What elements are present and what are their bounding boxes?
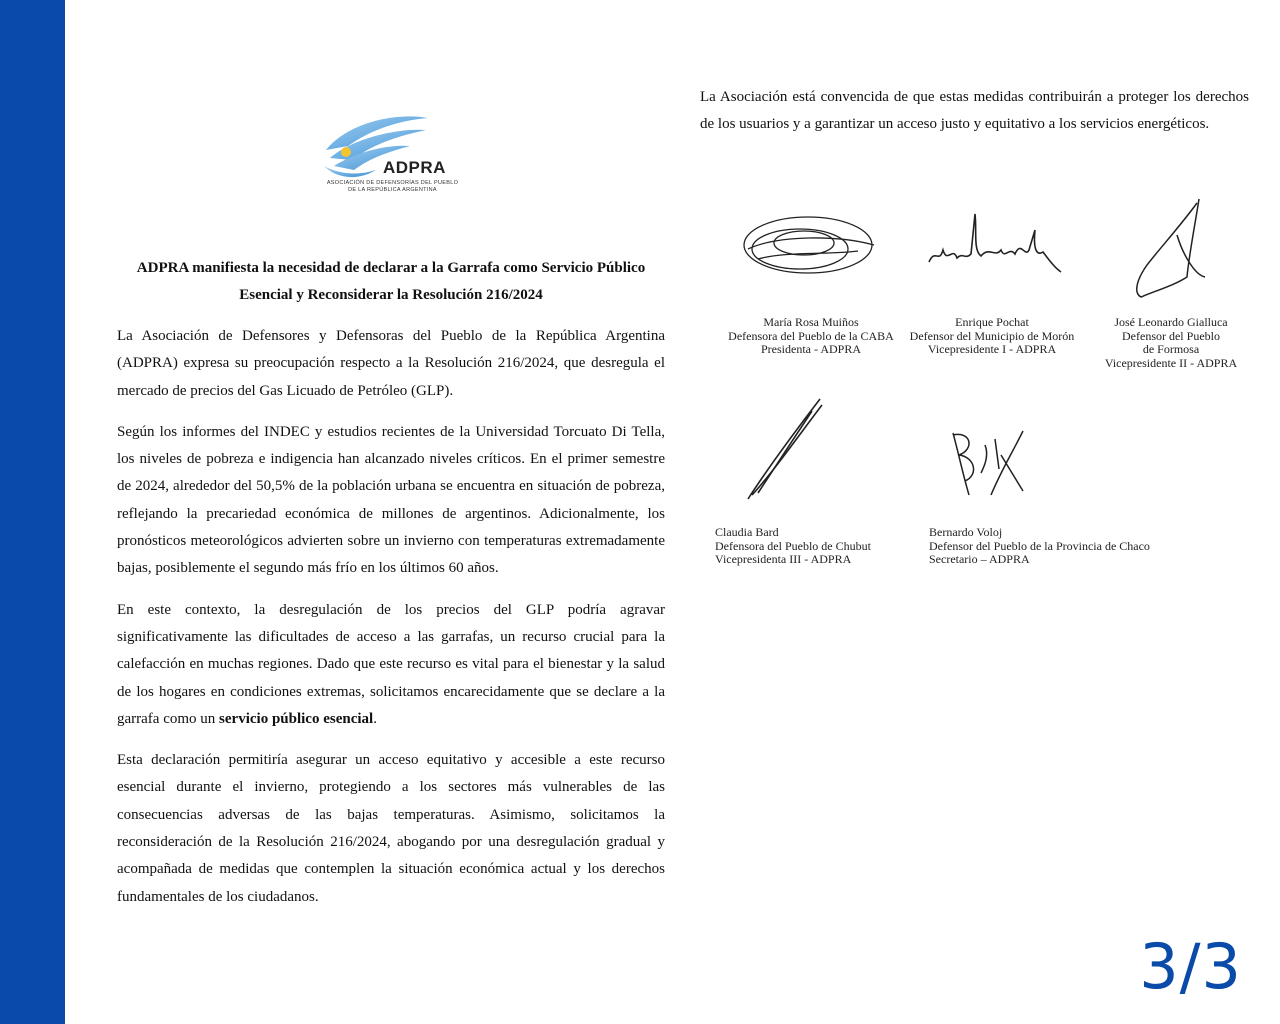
left-blue-sidebar bbox=[0, 0, 65, 1024]
title-line1: ADPRA manifiesta la necesidad de declarar a la Garrafa como Servicio Público bbox=[136, 260, 646, 276]
paragraph-1: La Asociación de Defensores y Defensoras del Pueblo de la República Argentina (ADPRA) expresa su preocupación respecto a la Resolución 216/2024, que desregula el mercado de precios del Gas Licuado de Petróleo (GLP). bbox=[117, 328, 665, 399]
sig2-role: Defensor del Municipio de Morón bbox=[909, 328, 1075, 343]
logo-wordmark: ADPRA bbox=[383, 158, 446, 177]
sig4-title: Vicepresidenta III - ADPRA bbox=[715, 552, 852, 566]
sig5-name: Bernardo Voloj bbox=[929, 525, 1003, 539]
signature-image-pochat bbox=[925, 210, 1065, 280]
sig5-title: Secretario – ADPRA bbox=[929, 552, 1030, 566]
sig3-place: de Formosa bbox=[1142, 342, 1200, 356]
signature-image-gialluca bbox=[1125, 195, 1215, 305]
sig1-name: María Rosa Muiños bbox=[763, 315, 859, 329]
sig1-title: Presidenta - ADPRA bbox=[761, 342, 861, 356]
sig4-name: Claudia Bard bbox=[715, 525, 779, 539]
sig5-role: Defensor del Pueblo de la Provincia de Chaco bbox=[929, 538, 1150, 553]
page-indicator: 3/3 bbox=[1139, 930, 1242, 1003]
logo-subtitle-line1: ASOCIACIÓN DE DEFENSORÍAS DEL PUEBLO bbox=[326, 180, 459, 186]
paragraph-4: Esta declaración permitiría asegurar un acceso equitativo y accesible a este recurso esencial durante el invierno, protegiendo a los sectores más vulnerables de las consecuencias adversas de las bajas temperaturas. Asimismo, solicitamos la reconsideración de la Resolución 216/2024, abogando por una desregulación gradual y acompañada de medidas que contemplen la situación económica actual y los derechos fundamentales de los ciudadanos. bbox=[117, 752, 665, 905]
logo-subtitle bbox=[320, 180, 465, 194]
sig3-title: Vicepresidente II - ADPRA bbox=[1104, 355, 1238, 370]
sig4-role: Defensora del Pueblo de Chubut bbox=[715, 538, 871, 553]
sig2-title: Vicepresidente I - ADPRA bbox=[927, 342, 1057, 356]
logo-subtitle-line2: DE LA REPÚBLICA ARGENTINA bbox=[348, 187, 437, 193]
title-line2: Esencial y Reconsiderar la Resolución 216/2024 bbox=[239, 287, 543, 303]
paragraph-3 bbox=[117, 597, 665, 733]
signature-caption-gialluca bbox=[1096, 316, 1246, 370]
document-title bbox=[117, 255, 665, 309]
paragraph-3-bold: servicio público esencial bbox=[219, 710, 374, 727]
paragraph-3-text: En este contexto, la desregulación de los precios del GLP podría agravar significativamente las dificultades de acceso a las garrafas, un recurso crucial para la calefacción en muchas regiones. Dado que este recurso es vital para el bienestar y la salud de los hogares en condiciones extremas, solicitamos encarecidamente que se declare a la garrafa como un bbox=[117, 601, 665, 727]
signature-image-voloj bbox=[945, 425, 1030, 500]
signature-caption-muinos bbox=[718, 316, 904, 357]
right-column bbox=[700, 84, 1249, 139]
signature-caption-bard bbox=[715, 526, 871, 567]
signature-caption-voloj bbox=[929, 526, 1150, 567]
paragraph-2: Según los informes del INDEC y estudios recientes de la Universidad Torcuato Di Tella, los niveles de pobreza e indigencia han alcanzado niveles críticos. En el primer semestre de 2024, alrededor del 50,5% de la población urbana se encuentra en situación de pobreza, reflejando la precariedad económica de millones de argentinos. Adicionalmente, los pronósticos meteorológicos advierten sobre un invierno con temperaturas extremadamente bajas, posiblemente el segundo más frío en los últimos 60 años. bbox=[117, 423, 665, 577]
sig3-name: José Leonardo Gialluca bbox=[1114, 315, 1228, 329]
sig3-role: Defensor del Pueblo bbox=[1122, 328, 1220, 343]
paragraph-5: La Asociación está convencida de que estas medidas contribuirán a proteger los derechos de los usuarios y a garantizar un acceso justo y equitativo a los servicios energéticos. bbox=[700, 89, 1249, 133]
signature-image-bard bbox=[740, 395, 830, 505]
signature-image-muinos bbox=[738, 205, 878, 285]
signature-caption-pochat bbox=[902, 316, 1082, 357]
sig1-role: Defensora del Pueblo de la CABA bbox=[728, 328, 894, 343]
left-column bbox=[117, 255, 665, 925]
sig2-name: Enrique Pochat bbox=[955, 315, 1029, 329]
paragraph-3-end: . bbox=[373, 710, 377, 727]
